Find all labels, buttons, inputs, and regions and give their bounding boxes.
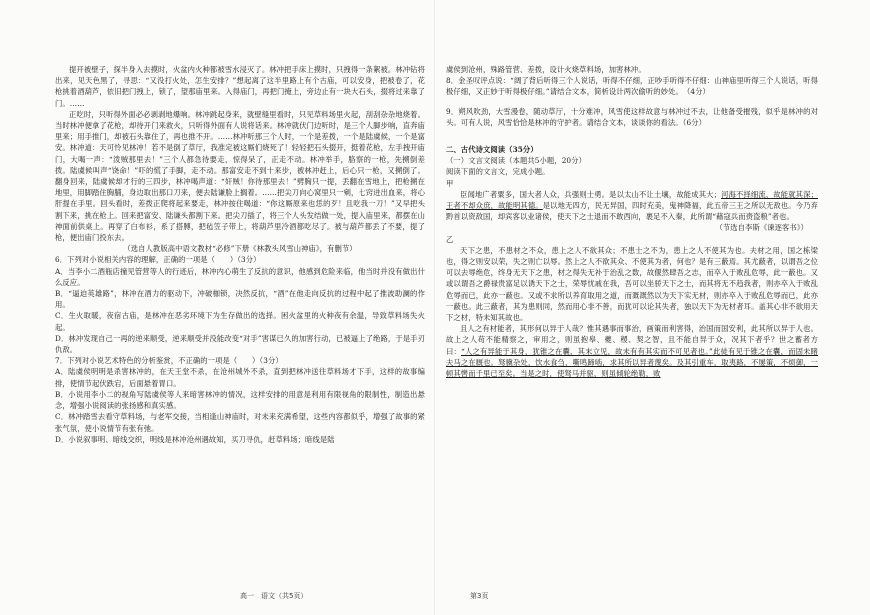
left-column [55, 64, 425, 445]
question-6-option-a: A．当李小二酒瓶店撞见管营等人的行迹后，林冲内心萌生了反抗的意识，他感到危险来临，他当时并没有做出什么反应。 [55, 266, 425, 287]
text-yi-underlined: “人之有异能于其身，犹锥之在囊，其末立见，故未有有其实而不可见者也。” [461, 346, 713, 356]
page-fold-line [434, 0, 435, 615]
text-label-jia: 甲 [446, 178, 454, 188]
question-7-option-b: B．小说用李小二的视角写陆虞侯等人来暗害林冲的情况，这样安排的用意是利用有限视角的限制性，制造出悬念，增强小说阅读的张扬感和真实感。 [55, 389, 425, 411]
text-yi-paragraph-1: 天下之患，不患材之不众，患上之人不欲其众；不患士之不为，患上之人不使其为也。夫材之用，国之栋梁也，得之则安以荣，失之则亡以辱。然上之人不欲其众、不使其为者，何也？是有三蔽焉。其尤蔽者，以谓吾之位可以去辱绝危，终身无天下之患，材之得失无补于治乱之数，故偃然肆吾之志，而卒入于败乱危辱，此一蔽也。又或以谓吾之爵禄贵富足以诱天下之士，荣辱忧戚在我，吾可以坐骄天下之士，而其将无不趋我者，则亦卒入于败乱危辱而已，此亦一蔽也。又或不求所以养育取用之道，而溉溉然以为天下实无材，则亦卒入于败乱危辱而已，此亦一蔽也。此三蔽者，其为患则同，然而用心非不善，而犹可以论其失者，独以天下为无材者耳。盖其心非不欲用天下之材，特未知其故也。 [446, 245, 818, 323]
question-8: 8．金圣叹评点说：“阔了背后听得三个人说话，听得不仔细，正吵手听得不仔细：山神庙里听得三个人说话，听得极仔细，又正妙于听得极仔细。”请结合文本，简析设计两次偷听的妙处。 （4分） [446, 76, 818, 97]
passage-continuation: 虞侯到沧州，殊路管营、差拨，设计火烧草料场，加害林冲。 [446, 65, 646, 74]
section-heading: 二、古代诗文阅读（35分） [446, 145, 538, 155]
question-7-option-a: A．陆虞侯明明是杀害林冲的，在天王堂不杀，在沧州城外不杀，直到把林冲送往草料场才下手，这样的故事编排，使情节起伏跌宕，后面悬着胃口。 [55, 367, 425, 388]
text-jia [446, 189, 818, 223]
footer-page-number: 第3页 [470, 592, 489, 600]
footer-page-info: 高一 语文（共5页） [240, 592, 308, 600]
text-jia-underlined: 河海不择细流，故能就其深；王者不却众庶，故能明其德。 [446, 189, 818, 211]
question-7: 7．下列对小说艺术特色的分析鉴赏，不正确的一项是（ ）（3分） [55, 356, 283, 366]
question-6-option-d: D．林冲发现自己一再的逆来顺受，逆来顺受并没能改变“对手”害谋已久的加害行动，已被逼上了绝路，于是手刃仇敌。 [55, 333, 425, 355]
passage-paragraph-2: 正吃时，只听得外面必必剥剥地爆响。林冲跳起身来，就壁缝里看时，只见草料场里火起，刮刮杂杂地烧着。当时林冲便拿了花枪，却待开门来救火，只听得外面有人说将话来。林冲就伏门边听时，是三个人脚步响，直奔庙里来；用手推门，却被石头靠住了，再也推不开。……林冲听那三个人时，一个是差拨，一个是陆虞候，一个是富安。林冲道：天可怜见林冲！若不是倒了草厅，我准定被这厮们烧死了！轻轻把石头掇开，挺着花枪，左手拽开庙门，大喝一声：“泼贼那里去！”三个人都急待要走，惊得呆了，正走不动。林冲举手，胳察的一枪，先搠倒差拨。陆虞候叫声“饶命！”吓的慌了手脚，走不动。那富安走不到十来步，被林冲赶上，后心只一枪，又搠倒了。翻身回来，陆虞候却才行的三四步，林冲喝声道：“奸贼！你待那里去！”劈胸只一提，丢翻在雪地上，把枪搠在地里，用脚踏住胸脯，身边取出那口刀来，便去陆谦脸上搁着。……把尖刀向心窝里只一剜，七窍迸出血来，将心肝提在手里。回头看时，差拨正爬将起来要走，林冲按住喝道：“你这厮原来也恁的歹！且吃我一刀！”又早把头割下来，挑在枪上。回来把富安、陆谦头都割下来。把尖刀插了，将三个人头发结做一处，提入庙里来，都摆在山神面前供桌上。再穿了白布衫，系了搭膊，把毡笠子带上，将葫芦里冷酒都吃尽了。被与葫芦都丢了不要，提了枪，便出庙门投东去。 [55, 109, 425, 243]
right-column [446, 64, 818, 379]
text-label-yi: 乙 [446, 234, 454, 244]
text-yi-part-2: 此徒有见于锥之在囊，而固未睹夫马之在厩也。驽骥杂处，饮水食刍，嘶鸣蹄啮，求其所以异者蔑矣。及其引重车，取夷路，不屡策，不烦御，一顿其辔而千里已至矣。当是之时，使驽马并驱，则虽倾轮绝勒，败 [446, 346, 818, 379]
text-yi-paragraph-2 [446, 323, 818, 379]
subsection-heading: （一）文言文阅读（本题共5小题，20分） [446, 156, 586, 166]
passage-source: （选自人教版高中语文教材“必修”下册《林教头风雪山神庙》，有删节） [123, 244, 357, 254]
question-6-option-b: B．“逼迫英雄路”，林冲在酒力的驱动下，冲破枷锁，决然反抗，“酒”在他走向反抗的过程中起了推波助澜的作用。 [55, 289, 425, 310]
passage-paragraph-1: 提开被壁子，探半身入去摸时，火盆内火种都被雪水浸灭了。林冲把手床上摸时，只拽得一条絮被。林冲钻将出来，见天色黑了，寻思：“又没打火处，怎生安排？”想起离了这半里路上有个古庙，可以安身，把被卷了，花枪挑着酒葫芦，依旧把门拽上，锁了，望那庙里来。入得庙门，再把门掩上，旁边止有一块大石头，掇将过来靠了门。…… [55, 65, 425, 108]
text-jia-part-1: 臣闻地广者粟多，国大者人众，兵强则士勇。是以太山不让土壤，故能成其大； [460, 189, 722, 199]
text-jia-source: （节选自李斯《谏逐客书》） [715, 223, 808, 233]
question-7-option-c: C．林冲踏雪去看守草料场，与老军交接，当相逢山神庙时，对未来充满希望，这些内容都似乎，增强了故事的紧张气氛，使小说情节有张有弛。 [55, 412, 425, 433]
question-6-option-c: C．生火取暖，夜宿古庙，是林冲在恶劣环境下为生存做出的选择。困火盆里的火种夜有余温，导致草料场失火起。 [55, 311, 425, 332]
question-9: 9．朔风吹劲，大雪漫卷，随动草厅，十分难冲，风雪使这样故意与林冲过不去，让他备受摧残，似乎是林冲的对头。可有人说，风雪恰恰是林冲的守护者。请结合文本，谈谈你的看法。（6分） [446, 106, 818, 127]
text-jia-part-2: 是以地无四方，民无异国，四时充美，鬼神降福，此五帝三王之所以无敌也。今乃弃黔首以资敌国，却宾客以业诸侯，使天下之士退而不敢西向，裹足不入秦，此所谓“藉寇兵而赍盗粮”者也。 [446, 201, 818, 222]
text-yi-part-1: 且人之有材能者，其形何以异于人哉？惟其遇事而事治，画策而利害得，治国而国安利，此其所以异于人也。故上之人苟不能精察之，审用之，则虽抱皋、夔、稷、契之智，且不能自异于众，况其下者乎？世之蓄者方曰： [446, 324, 818, 356]
reading-instruction: 阅读下面的文言文，完成小题。 [446, 167, 550, 177]
question-7-option-d: D．小说叙事明、暗线交织，明线是林冲沧州遇故知，买刀寻仇，赶草料场；暗线是陆 [55, 434, 335, 444]
question-6: 6．下列对小说相关内容的理解，正确的一项是（ ）（3分） [55, 255, 261, 265]
